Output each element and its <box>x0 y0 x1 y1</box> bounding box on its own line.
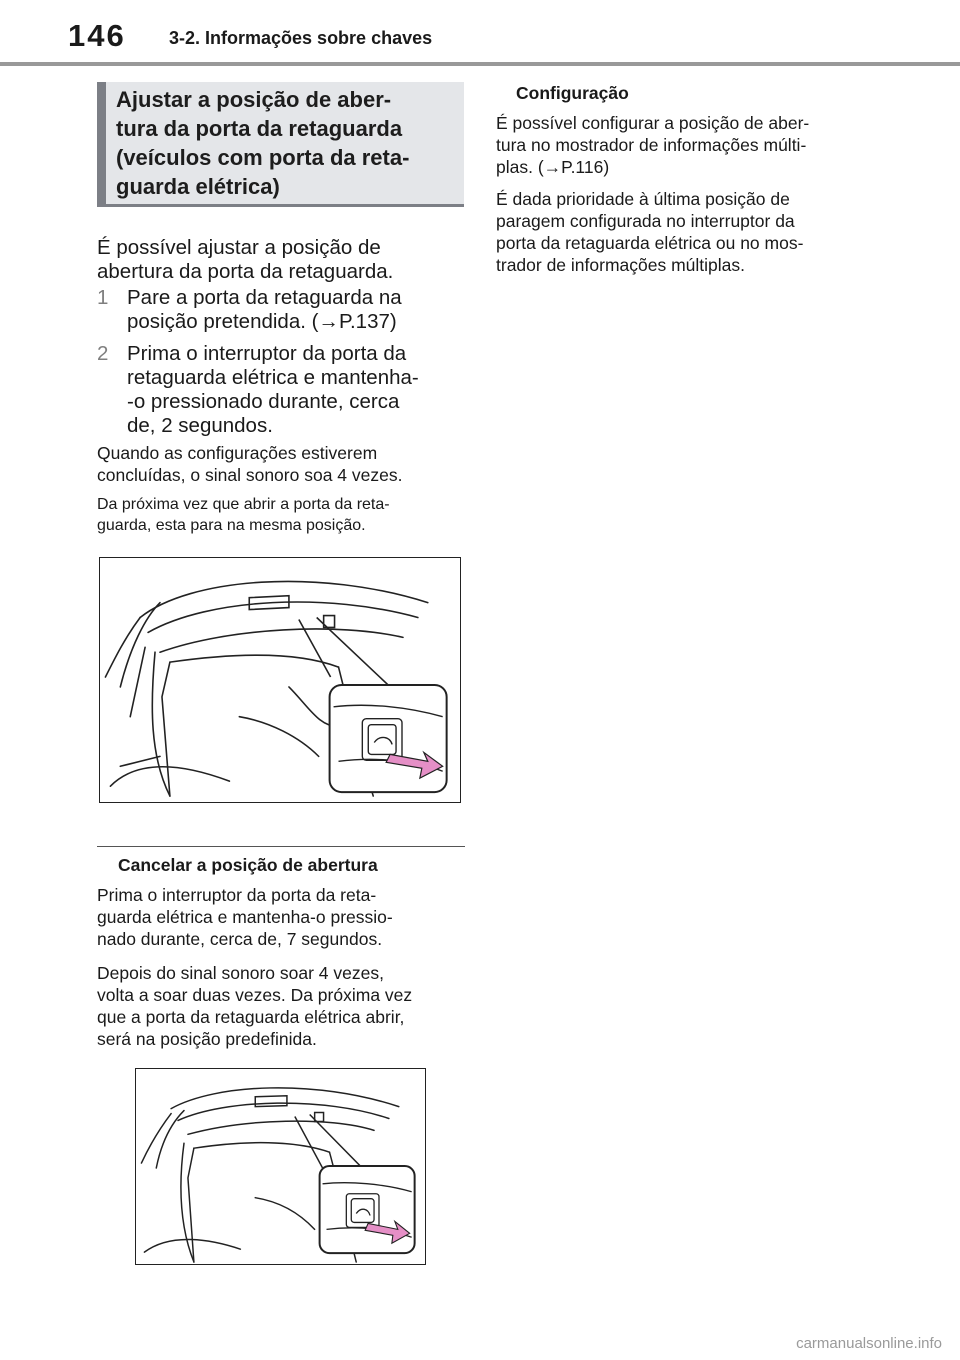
config-line: trador de informações múltiplas. <box>496 255 745 275</box>
intro-paragraph <box>97 236 467 284</box>
config-heading-text: Configuração <box>516 83 629 103</box>
config-line: É dada prioridade à última posição de <box>496 189 790 209</box>
step-line: Prima o interruptor da porta da <box>127 342 407 365</box>
cancel-line: nado durante, cerca de, 7 segundos. <box>97 929 383 949</box>
cancel-para-1 <box>97 884 467 950</box>
step-number: 2 <box>97 342 109 365</box>
header-rule <box>0 62 960 66</box>
section-title-line: Ajustar a posição de aber- <box>116 87 392 112</box>
chapter-header: 3-2. Informações sobre chaves <box>169 28 433 48</box>
config-line: plas. (→P.116) <box>496 157 610 177</box>
step-1 <box>97 286 467 334</box>
note-2 <box>97 494 467 536</box>
tailgate-illustration <box>136 1069 425 1264</box>
tailgate-illustration <box>100 558 460 802</box>
config-para-1 <box>496 112 876 178</box>
section-title-box <box>97 82 464 207</box>
note-line: concluídas, o sinal sonoro soa 4 vezes. <box>97 465 403 485</box>
cancel-line: Depois do sinal sonoro soar 4 vezes, <box>97 963 384 983</box>
config-para-2 <box>496 188 876 276</box>
step-line: retaguarda elétrica e mantenha- <box>127 366 419 389</box>
step-line: Pare a porta da retaguarda na <box>127 286 402 309</box>
config-line: É possível configurar a posição de aber- <box>496 113 810 133</box>
page-number: 146 <box>68 18 126 53</box>
note-line: Quando as configurações estiverem <box>97 443 378 463</box>
tailgate-figure-2 <box>135 1068 426 1265</box>
config-line: tura no mostrador de informações múlti- <box>496 135 807 155</box>
step-line: -o pressionado durante, cerca <box>127 390 400 413</box>
config-line: porta da retaguarda elétrica ou no mos- <box>496 233 804 253</box>
intro-line: É possível ajustar a posição de <box>97 236 381 259</box>
step-line: posição pretendida. (→P.137) <box>127 310 397 333</box>
intro-line: abertura da porta da retaguarda. <box>97 260 394 283</box>
config-line: paragem configurada no interruptor da <box>496 211 795 231</box>
tailgate-figure-1 <box>99 557 461 803</box>
step-line: de, 2 segundos. <box>127 414 273 437</box>
cancel-line: que a porta da retaguarda elétrica abrir, <box>97 1007 405 1027</box>
section-title-line: guarda elétrica) <box>116 174 280 199</box>
section-title-line: (veículos com porta da reta- <box>116 145 410 170</box>
cancel-para-2 <box>97 962 467 1050</box>
cancel-line: será na posição predefinida. <box>97 1029 317 1049</box>
cancel-line: guarda elétrica e mantenha-o pressio- <box>97 907 393 927</box>
cancel-rule <box>97 846 465 847</box>
step-2 <box>97 342 467 438</box>
section-title-line: tura da porta da retaguarda <box>116 116 403 141</box>
note-line: Da próxima vez que abrir a porta da reta- <box>97 496 390 513</box>
cancel-line: Prima o interruptor da porta da reta- <box>97 885 377 905</box>
cancel-heading <box>118 854 488 876</box>
step-number: 1 <box>97 286 109 309</box>
note-line: guarda, esta para na mesma posição. <box>97 517 366 534</box>
note-1 <box>97 442 467 486</box>
cancel-heading-text: Cancelar a posição de abertura <box>118 855 378 875</box>
watermark: carmanualsonline.info <box>796 1335 942 1352</box>
cancel-line: volta a soar duas vezes. Da próxima vez <box>97 985 413 1005</box>
config-heading <box>516 82 896 104</box>
